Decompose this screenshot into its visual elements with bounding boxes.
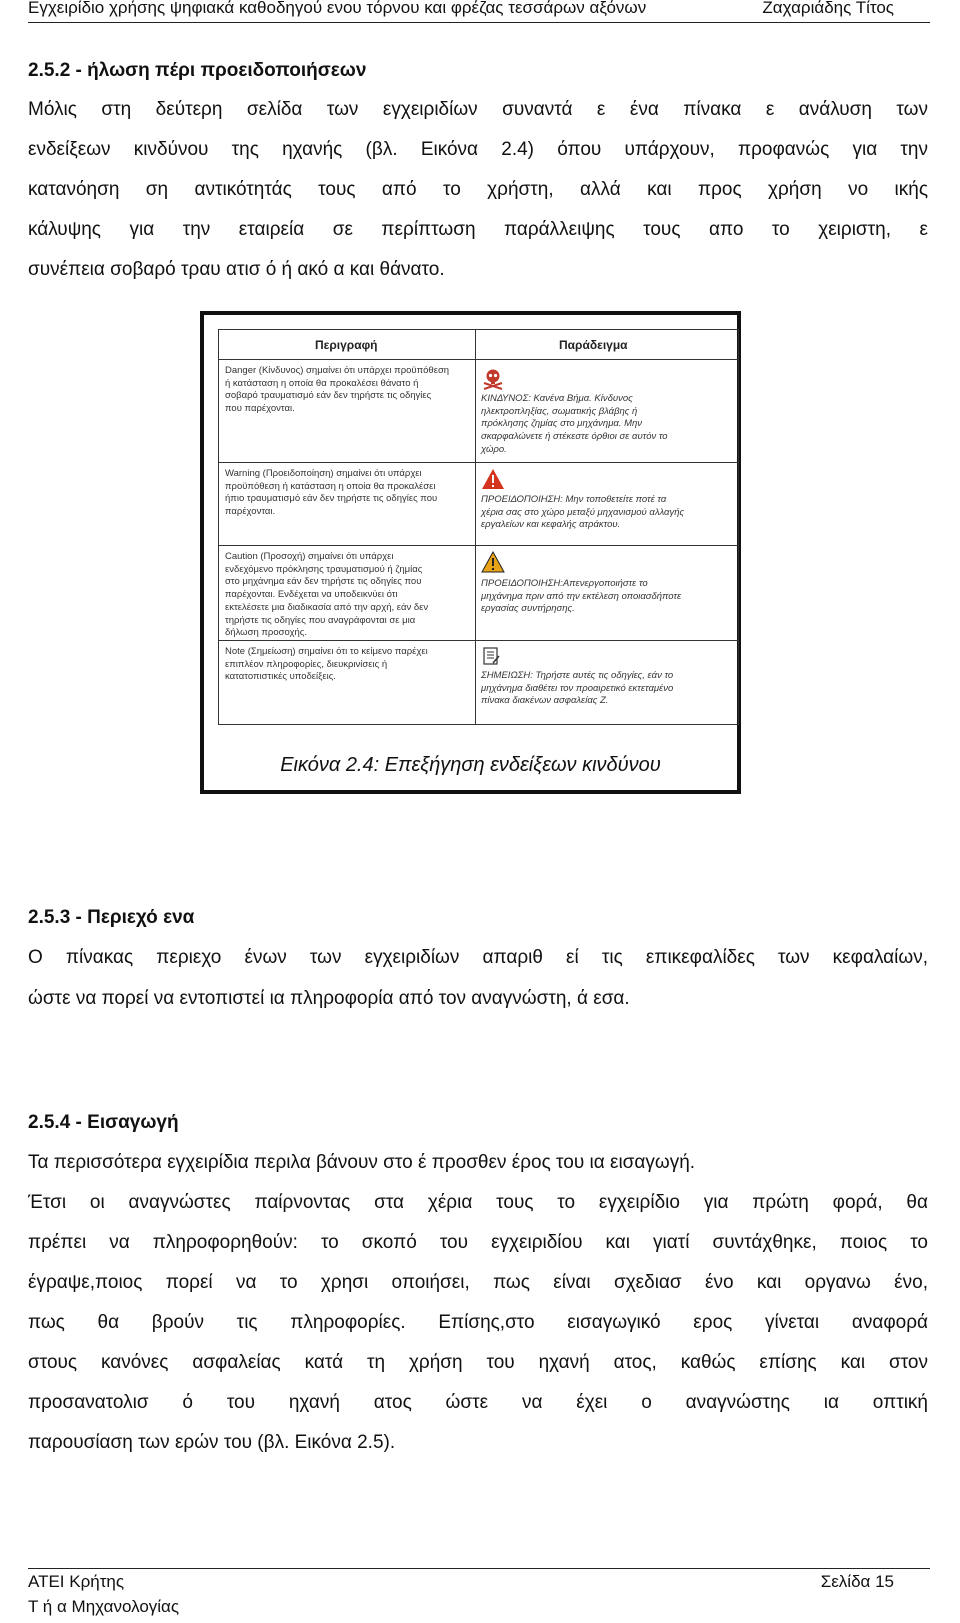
warning-description: Warning (Προειδοποίηση) σημαίνει ότι υπάρχει προϋπόθεση ή κατάσταση η οποία θα προκαλέσει ήπιο τραυματισμό εάν δεν τηρήστε τις οδηγίες που παρέχονται. bbox=[225, 468, 438, 518]
paragraph-line: έγραψε,ποιος πορεί να το χρησι οποιήσει, πως είναι σχεδιασ ένο και οργανω ένο, bbox=[28, 1272, 928, 1293]
paragraph-line: Ο πίνακας περιεχο ένων των εγχειριδίων απαριθ εί τις επικεφαλίδες των κεφαλαίων, bbox=[28, 947, 928, 968]
note-example: ΣΗΜΕΙΩΣΗ: Τηρήστε αυτές τις οδηγίες, εάν το μηχάνημα διαθέτει τον προαιρετικό εκτεταμένο πίνακα διακένων ασφαλείας Z. bbox=[481, 670, 674, 707]
footer-department: Τ ή α Μηχανολογίας bbox=[28, 1597, 180, 1616]
running-header-author: Ζαχαριάδης Τίτος bbox=[762, 0, 894, 17]
caution-example: ΠΡΟΕΙΔΟΠΟΙΗΣΗ:Απενεργοποιήστε το μηχάνημα πριν από την εκτέλεση οποιασδήποτε εργασίας συντήρησης. bbox=[481, 578, 682, 615]
caution-triangle-icon bbox=[481, 551, 505, 573]
note-icon bbox=[481, 646, 501, 666]
paragraph-line: παρουσίαση των ερών του (βλ. Εικόνα 2.5). bbox=[28, 1432, 396, 1453]
footer-institution: ΑΤΕΙ Κρήτης bbox=[28, 1572, 125, 1591]
danger-example: ΚΙΝΔΥΝΟΣ: Κανένα Βήμα. Κίνδυνος ηλεκτροπληξίας, σωματικής βλάβης ή πρόκλησης ζημίας στο μηχάνημα. Μην σκαρφαλώνετε ή στέκεστε όρθιοι σε αυτόν το χώρο. bbox=[481, 393, 668, 455]
caution-description: Caution (Προσοχή) σημαίνει ότι υπάρχει ενδεχόμενο πρόκλησης τραυματισμού ή ζημίας στο μηχάνημα εάν δεν τηρήστε τις οδηγίες που παρέχονται. Ενδέχεται να υποδεικνύει ότι εκτελέσετε μια διαδικασία από την αρχή, εάν δεν τηρήστε τις οδηγίες που αναγράφονται σε μια δήλωση προσοχής. bbox=[225, 551, 429, 639]
paragraph-line: συνέπεια σοβαρό τραυ ατισ ό ή ακό α και θάνατο. bbox=[28, 259, 445, 280]
figure-hazard-table bbox=[200, 311, 741, 794]
page-number: Σελίδα 15 bbox=[820, 1572, 894, 1591]
footer-rule bbox=[28, 1568, 930, 1569]
table-header-example: Παράδειγμα bbox=[559, 338, 628, 352]
paragraph-line: κατανόηση ση αντικότητάς τους από το χρήστη, αλλά και προς χρήση νο ικής bbox=[28, 179, 928, 200]
paragraph-line: προσανατολισ ό του ηχανή ατος ώστε να έχει ο αναγνώστης ια οπτική bbox=[28, 1392, 928, 1413]
table-header-description: Περιγραφή bbox=[315, 338, 378, 352]
skull-crossbones-icon bbox=[481, 366, 505, 390]
running-header-title: Εγχειρίδιο χρήσης ψηφιακά καθοδηγού ενου τόρνου και φρέζας τεσσάρων αξόνων bbox=[28, 0, 647, 17]
paragraph-line: ενδείξεων κινδύνου της ηχανής (βλ. Εικόνα 2.4) όπου υπάρχουν, προφανώς για την bbox=[28, 139, 928, 160]
section-heading-2-5-2: 2.5.2 - ήλωση πέρι προειδοποιήσεων bbox=[28, 60, 367, 81]
hazard-table bbox=[218, 329, 739, 725]
section-heading-2-5-4: 2.5.4 - Εισαγωγή bbox=[28, 1112, 179, 1133]
section-heading-2-5-3: 2.5.3 - Περιεχό ενα bbox=[28, 907, 195, 928]
header-rule bbox=[28, 22, 930, 23]
paragraph-line: πρέπει να πληροφορηθούν: το σκοπό του εγχειριδίου και γιατί συντάχθηκε, ποιος το bbox=[28, 1232, 928, 1253]
paragraph-line: ώστε να πορεί να εντοπιστεί ια πληροφορία από τον αναγνώστη, ά εσα. bbox=[28, 988, 630, 1009]
paragraph-line: πως θα βρούν τις πληροφορίες. Επίσης,στο εισαγωγικό ερος γίνεται αναφορά bbox=[28, 1312, 928, 1333]
note-description: Note (Σημείωση) σημαίνει ότι το κείμενο παρέχει επιπλέον πληροφορίες, διευκρινίσεις ή κατατοπιστικές υποδείξεις. bbox=[225, 646, 428, 683]
paragraph-line: κάλυψης για την εταιρεία σε περίπτωση παράλλειψης τους απο το χειριστη, ε bbox=[28, 219, 928, 240]
warning-triangle-icon bbox=[481, 468, 505, 490]
paragraph-line: Μόλις στη δεύτερη σελίδα των εγχειριδίων συναντά ε ένα πίνακα ε ανάλυση των bbox=[28, 99, 928, 120]
warning-example: ΠΡΟΕΙΔΟΠΟΙΗΣΗ: Μην τοποθετείτε ποτέ τα χέρια σας στο χώρο μεταξύ μηχανισμού αλλαγής εργαλείων και κεφαλής ατράκτου. bbox=[481, 494, 685, 531]
paragraph-line: στους κανόνες ασφαλείας κατά τη χρήση του ηχανή ατος, καθώς επίσης και στον bbox=[28, 1352, 928, 1373]
figure-caption: Εικόνα 2.4: Επεξήγηση ενδείξεων κινδύνου bbox=[280, 754, 661, 776]
paragraph-line: Έτσι οι αναγνώστες παίρνοντας στα χέρια τους το εγχειρίδιο για πρώτη φορά, θα bbox=[28, 1192, 928, 1213]
danger-description: Danger (Κίνδυνος) σημαίνει ότι υπάρχει προϋπόθεση ή κατάσταση η οποία θα προκαλέσει θάνατο ή σοβαρό τραυματισμό εάν δεν τηρήστε τις οδηγίες που παρέχονται. bbox=[225, 365, 450, 415]
paragraph-line: Τα περισσότερα εγχειρίδια περιλα βάνουν στο έ προσθεν έρος του ια εισαγωγή. bbox=[28, 1152, 696, 1173]
